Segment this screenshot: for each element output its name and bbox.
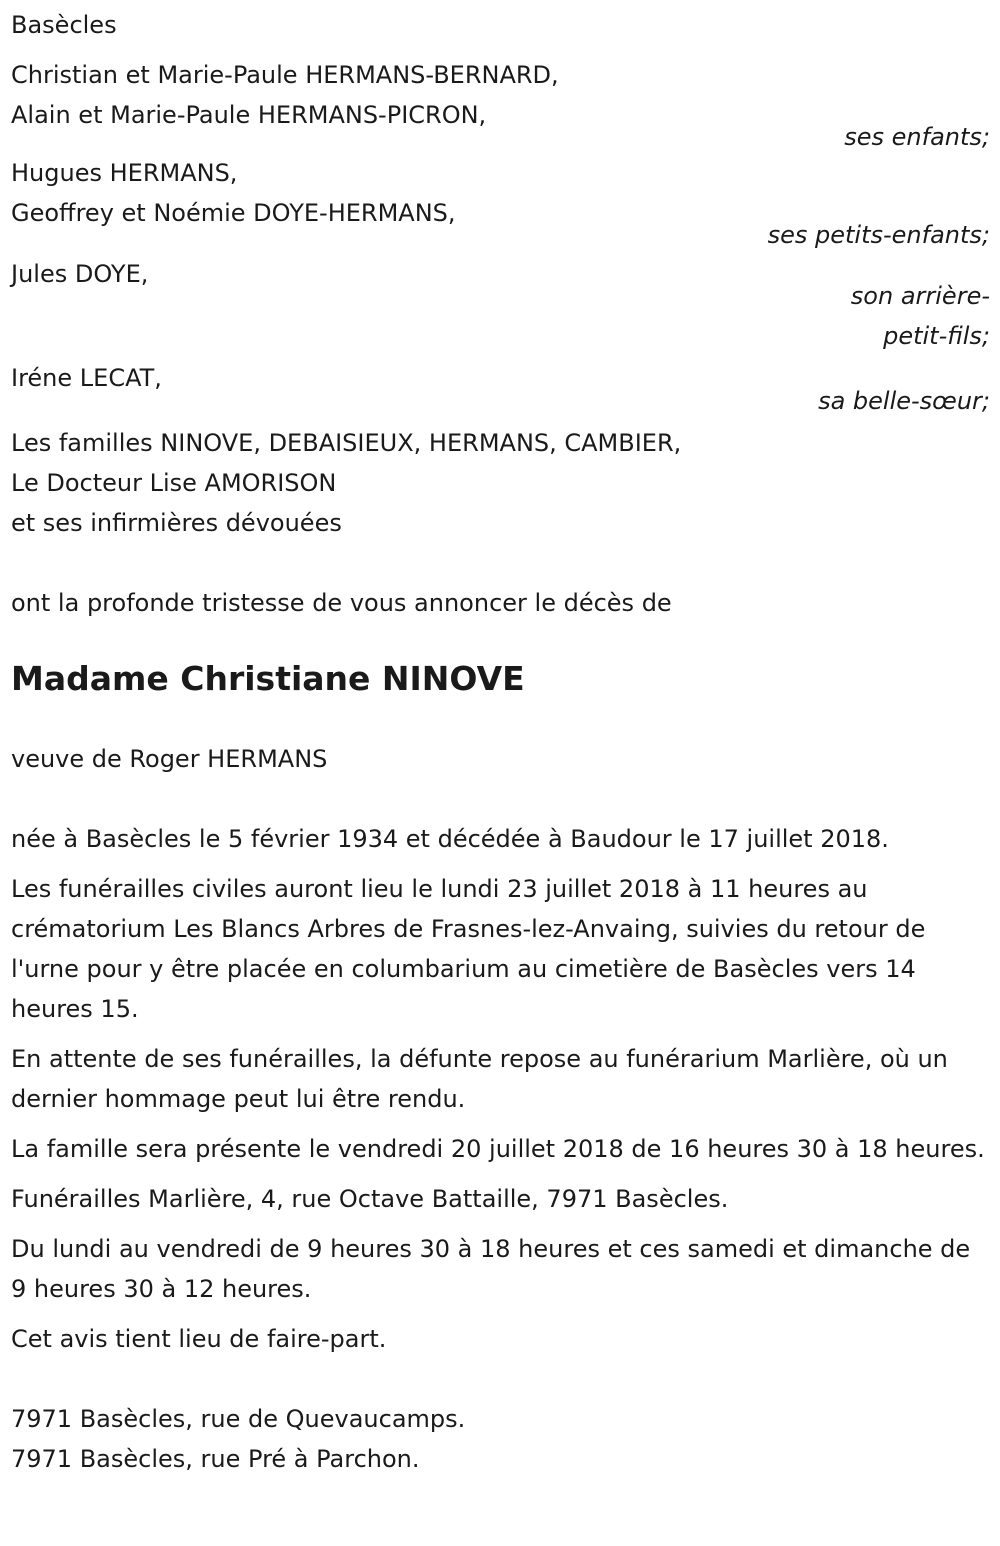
grandchildren-role: ses petits-enfants;	[767, 221, 990, 249]
grandchildren-line-1: Hugues HERMANS,	[11, 159, 238, 187]
sister-in-law-block	[11, 358, 990, 421]
children-line-1: Christian et Marie-Paule HERMANS-BERNARD,	[11, 61, 559, 89]
details-block	[11, 819, 990, 1359]
address-line-1: 7971 Basècles, rue de Quevaucamps.	[11, 1405, 466, 1433]
paragraph-funeral-home: Funérailles Marlière, 4, rue Octave Battaille, 7971 Basècles.	[11, 1185, 729, 1213]
great-grandson-line-1: Jules DOYE,	[11, 260, 149, 288]
address-line-2: 7971 Basècles, rue Pré à Parchon.	[11, 1445, 420, 1473]
paragraph-funeral: Les funérailles civiles auront lieu le lundi 23 juillet 2018 à 11 heures au crématorium Les Blancs Arbres de Frasnes-lez-Anvaing, suivies du retour de l'urne pour y être placée en columbarium au cimetière de Basècles vers 14 heures 15.	[11, 875, 926, 1023]
paragraph-hours: Du lundi au vendredi de 9 heures 30 à 18 heures et ces samedi et dimanche de 9 heures 30 à 12 heures.	[11, 1235, 971, 1303]
others-block	[11, 423, 990, 543]
paragraph-notice: Cet avis tient lieu de faire-part.	[11, 1325, 387, 1353]
paragraph-birth-death: née à Basècles le 5 février 1934 et décédée à Baudour le 17 juillet 2018.	[11, 825, 889, 853]
grandchildren-line-2: Geoffrey et Noémie DOYE-HERMANS,	[11, 199, 456, 227]
children-role: ses enfants;	[844, 123, 990, 151]
deceased-name: Madame Christiane NINOVE	[11, 659, 525, 698]
others-line-3: et ses infirmières dévouées	[11, 509, 342, 537]
great-grandson-block	[11, 254, 990, 356]
great-grandson-role-2: petit-fils;	[883, 322, 990, 350]
great-grandson-role-1: son arrière-	[850, 282, 990, 310]
sister-in-law-line-1: Iréne LECAT,	[11, 364, 162, 392]
paragraph-family-presence: La famille sera présente le vendredi 20 juillet 2018 de 16 heures 30 à 18 heures.	[11, 1135, 985, 1163]
addresses-block	[11, 1399, 990, 1479]
sister-in-law-role: sa belle-sœur;	[818, 387, 990, 415]
others-line-2: Le Docteur Lise AMORISON	[11, 469, 337, 497]
widow-of-text: veuve de Roger HERMANS	[11, 745, 328, 773]
children-block	[11, 55, 990, 157]
paragraph-viewing: En attente de ses funérailles, la défunte repose au funérarium Marlière, où un dernier hommage peut lui être rendu.	[11, 1045, 948, 1113]
place-name: Basècles	[11, 11, 117, 39]
grandchildren-block	[11, 153, 990, 255]
announcement-text: ont la profonde tristesse de vous annoncer le décès de	[11, 589, 672, 617]
others-line-1: Les familles NINOVE, DEBAISIEUX, HERMANS, CAMBIER,	[11, 429, 682, 457]
children-line-2: Alain et Marie-Paule HERMANS-PICRON,	[11, 101, 487, 129]
